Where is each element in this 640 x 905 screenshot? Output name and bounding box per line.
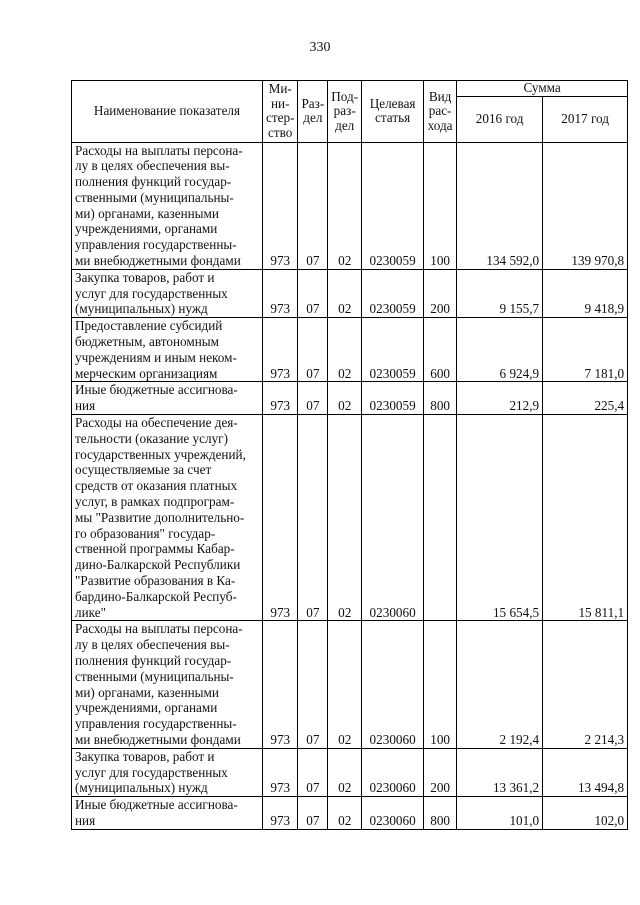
header-year-2017: [543, 96, 628, 142]
header-name: [72, 81, 263, 143]
row-sum-2017: 9 418,9: [543, 269, 628, 317]
row-kind: 100: [424, 621, 457, 748]
table-row: [72, 382, 628, 415]
header-name-label: Наименование показателя: [93, 103, 241, 118]
row-sum-2017: 13 494,8: [543, 748, 628, 796]
row-ministry: 973: [263, 382, 298, 415]
header-year-2017-label: 2017 год: [561, 110, 609, 126]
header-subsection-label: Под- раз- дел: [331, 88, 359, 133]
row-sum-2016: 15 654,5: [457, 415, 543, 621]
header-article: [362, 81, 424, 143]
table-row: [72, 142, 628, 269]
table-row: [72, 621, 628, 748]
row-article: 0230060: [362, 415, 424, 621]
row-sum-2017: 102,0: [543, 797, 628, 830]
row-ministry: 973: [263, 318, 298, 382]
row-subsection: 02: [328, 797, 362, 830]
row-sum-2017: 2 214,3: [543, 621, 628, 748]
row-name: Расходы на выплаты персона- лу в целях обеспечения вы- полнения функций государ- ственными (муниципальны- ми) органами, казенными учреждениями, органами управления государственны- ми внебюджетными фондами: [72, 142, 263, 269]
table-row: [72, 318, 628, 382]
row-name: Иные бюджетные ассигнова- ния: [72, 382, 263, 415]
table-row: [72, 797, 628, 830]
row-section: 07: [298, 318, 328, 382]
header-ministry-label: Ми- ни- стер- ство: [266, 81, 295, 140]
header-section-label: Раз- дел: [301, 95, 325, 126]
row-sum-2016: 101,0: [457, 797, 543, 830]
row-sum-2017: 7 181,0: [543, 318, 628, 382]
row-subsection: 02: [328, 748, 362, 796]
row-section: 07: [298, 269, 328, 317]
row-section: 07: [298, 621, 328, 748]
row-sum-2016: 13 361,2: [457, 748, 543, 796]
row-ministry: 973: [263, 269, 298, 317]
header-kind-label: Вид рас- хода: [427, 88, 453, 133]
row-name: Закупка товаров, работ и услуг для государственных (муниципальных) нужд: [72, 269, 263, 317]
row-name: Закупка товаров, работ и услуг для государственных (муниципальных) нужд: [72, 748, 263, 796]
budget-table: [71, 80, 628, 830]
row-subsection: 02: [328, 318, 362, 382]
row-kind: 800: [424, 382, 457, 415]
header-section: [298, 81, 328, 143]
header-year-2016: [457, 96, 543, 142]
header-article-label: Целевая статья: [369, 95, 416, 126]
row-ministry: 973: [263, 621, 298, 748]
row-ministry: 973: [263, 797, 298, 830]
table-row: [72, 415, 628, 621]
row-sum-2016: 134 592,0: [457, 142, 543, 269]
row-sum-2017: 15 811,1: [543, 415, 628, 621]
row-kind: 200: [424, 269, 457, 317]
row-kind: [424, 415, 457, 621]
header-year-2016-label: 2016 год: [475, 110, 524, 126]
row-subsection: 02: [328, 269, 362, 317]
row-subsection: 02: [328, 415, 362, 621]
table-body: [72, 142, 628, 829]
row-kind: 100: [424, 142, 457, 269]
row-section: 07: [298, 415, 328, 621]
row-ministry: 973: [263, 415, 298, 621]
row-article: 0230059: [362, 382, 424, 415]
row-sum-2017: 225,4: [543, 382, 628, 415]
table-header: [72, 81, 628, 143]
row-subsection: 02: [328, 142, 362, 269]
row-article: 0230060: [362, 748, 424, 796]
table-row: [72, 748, 628, 796]
page-number: 330: [309, 40, 331, 55]
row-kind: 800: [424, 797, 457, 830]
row-sum-2016: 9 155,7: [457, 269, 543, 317]
row-kind: 600: [424, 318, 457, 382]
row-sum-2016: 2 192,4: [457, 621, 543, 748]
row-article: 0230059: [362, 269, 424, 317]
row-subsection: 02: [328, 621, 362, 748]
row-sum-2016: 212,9: [457, 382, 543, 415]
table-row: [72, 269, 628, 317]
row-subsection: 02: [328, 382, 362, 415]
row-name: Предоставление субсидий бюджетным, автономным учреждениям и иным неком- мерческим организациям: [72, 318, 263, 382]
row-kind: 200: [424, 748, 457, 796]
row-article: 0230060: [362, 797, 424, 830]
row-sum-2016: 6 924,9: [457, 318, 543, 382]
row-ministry: 973: [263, 142, 298, 269]
row-section: 07: [298, 748, 328, 796]
row-name: Расходы на выплаты персона- лу в целях обеспечения вы- полнения функций государ- ственными (муниципальны- ми) органами, казенными учреждениями, органами управления государственны- ми внебюджетными фондами: [72, 621, 263, 748]
row-section: 07: [298, 142, 328, 269]
row-article: 0230059: [362, 142, 424, 269]
row-name: Иные бюджетные ассигнова- ния: [72, 797, 263, 830]
header-sum: [457, 81, 628, 97]
row-article: 0230060: [362, 621, 424, 748]
row-section: 07: [298, 797, 328, 830]
header-kind: [424, 81, 457, 143]
header-subsection: [328, 81, 362, 143]
row-article: 0230059: [362, 318, 424, 382]
row-sum-2017: 139 970,8: [543, 142, 628, 269]
row-name: Расходы на обеспечение дея- тельности (оказание услуг) государственных учреждений, осуществляемые за счет средств от оказания платных услуг, в рамках подпрограм- мы "Развитие дополнительно- го образования" государ- ственной программы Кабар- дино-Балкарской Республики "Развитие образования в Ка- бардино-Балкарской Респуб- лике": [72, 415, 263, 621]
header-sum-label: Сумма: [523, 80, 561, 95]
header-ministry: [263, 81, 298, 143]
row-section: 07: [298, 382, 328, 415]
row-ministry: 973: [263, 748, 298, 796]
